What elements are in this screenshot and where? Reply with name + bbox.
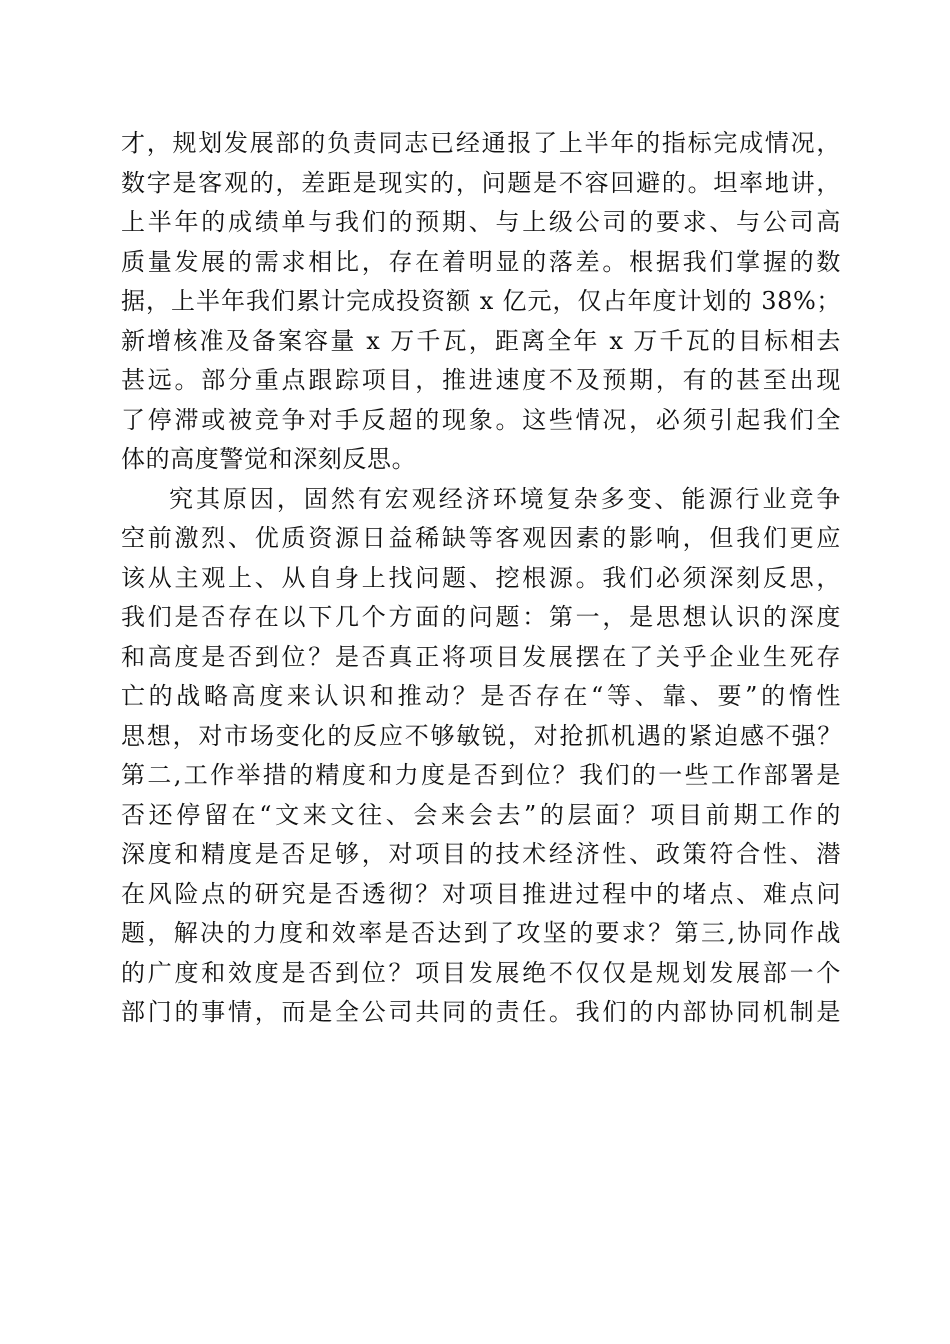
text-line: 的广度和效度是否到位？项目发展绝不仅仅是规划发展部一个 — [121, 958, 841, 987]
text-line: 质量发展的需求相比，存在着明显的落差。根据我们掌握的数 — [121, 247, 841, 276]
paragraph-2 — [121, 480, 841, 1033]
text-line: 新增核准及备案容量 x 万千瓦，距离全年 x 万千瓦的目标相去 — [121, 326, 841, 355]
text-line: 究其原因，固然有宏观经济环境复杂多变、能源行业竞争 — [169, 484, 841, 513]
text-line: 空前激烈、优质资源日益稀缺等客观因素的影响，但我们更应 — [121, 524, 841, 552]
text-line: 亡的战略高度来认识和推动？是否存在“等、靠、要”的惰性 — [121, 682, 841, 710]
text-line: 题，解决的力度和效率是否达到了攻坚的要求？第三,协同作战 — [121, 919, 841, 947]
document-body — [121, 124, 841, 1033]
text-line: 部门的事情，而是全公司共同的责任。我们的内部协同机制是 — [121, 998, 841, 1026]
text-line: 该从主观上、从自身上找问题、挖根源。我们必须深刻反思， — [121, 563, 841, 592]
paragraph-1 — [121, 124, 841, 480]
text-line: 了停滞或被竞争对手反超的现象。这些情况，必须引起我们全 — [121, 405, 841, 434]
text-line: 在风险点的研究是否透彻？对项目推进过程中的堵点、难点问 — [121, 879, 841, 908]
text-line: 甚远。部分重点跟踪项目，推进速度不及预期，有的甚至出现 — [121, 366, 841, 394]
text-line: 深度和精度是否足够，对项目的技术经济性、政策符合性、潜 — [121, 840, 841, 868]
text-line: 体的高度警觉和深刻反思。 — [121, 445, 417, 473]
text-line: 和高度是否到位？是否真正将项目发展摆在了关乎企业生死存 — [121, 642, 841, 671]
text-line: 我们是否存在以下几个方面的问题：第一，是思想认识的深度 — [121, 603, 841, 631]
text-line: 才，规划发展部的负责同志已经通报了上半年的指标完成情况， — [121, 129, 841, 157]
text-line: 据，上半年我们累计完成投资额 x 亿元，仅占年度计划的 38%； — [121, 287, 841, 315]
text-line: 数字是客观的，差距是现实的，问题是不容回避的。坦率地讲， — [121, 168, 841, 197]
text-line: 否还停留在“文来文往、会来会去”的层面？项目前期工作的 — [121, 800, 841, 829]
text-line: 第二,工作举措的精度和力度是否到位？我们的一些工作部署是 — [121, 761, 841, 789]
text-line: 上半年的成绩单与我们的预期、与上级公司的要求、与公司高 — [121, 208, 841, 236]
text-line: 思想，对市场变化的反应不够敏锐，对抢抓机遇的紧迫感不强？ — [121, 721, 841, 750]
